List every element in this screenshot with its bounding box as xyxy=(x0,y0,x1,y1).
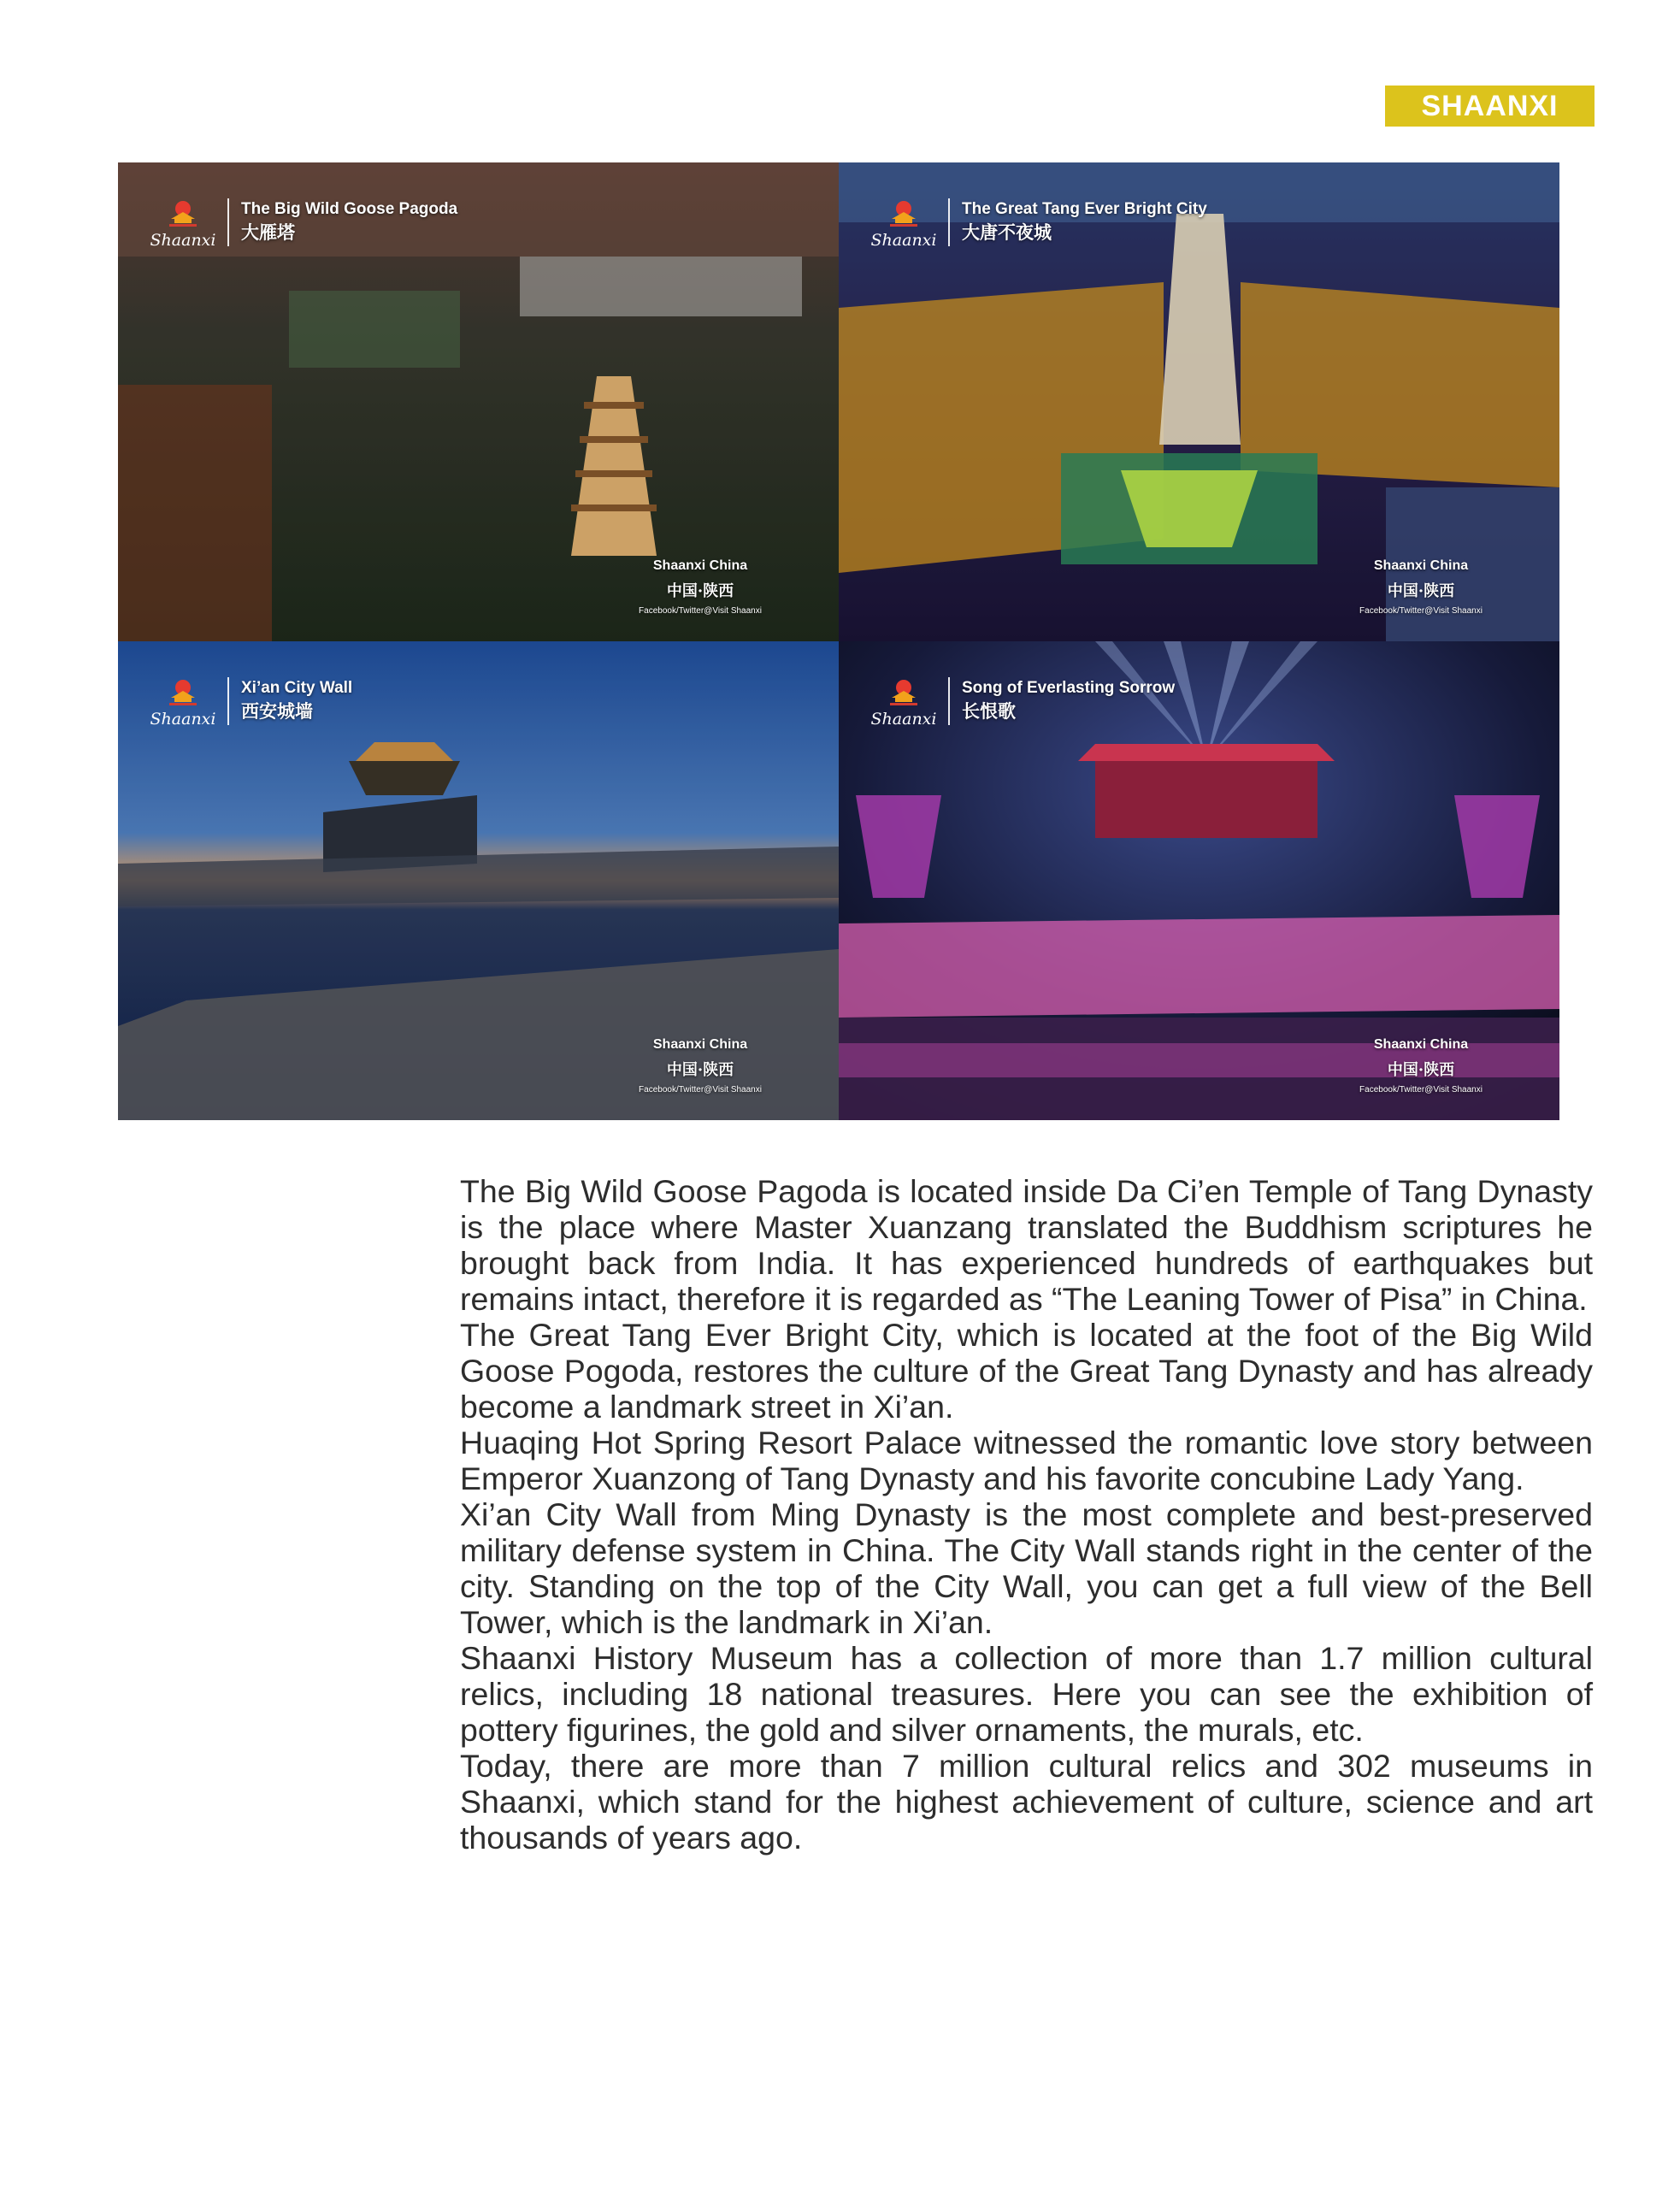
brand-watermark xyxy=(1335,1037,1506,1094)
logo-text: Shaanxi xyxy=(870,231,937,250)
caption-english: The Big Wild Goose Pagoda xyxy=(241,200,458,218)
brand-chinese: 中国·陕西 xyxy=(666,1061,734,1079)
pagoda-logo-icon xyxy=(164,676,202,708)
photo-great-tang-ever-bright-city xyxy=(839,162,1559,641)
paragraph-great-tang-city: The Great Tang Ever Bright City, which is located at the foot of the Big Wild Goose Pogoda, restores the culture of the Great Tang Dynasty and has already become a landmark street in Xi’an. xyxy=(460,1317,1593,1425)
logo-text: Shaanxi xyxy=(150,710,216,729)
caption-chinese: 大雁塔 xyxy=(241,223,295,243)
photo-caption xyxy=(227,198,457,246)
brand-chinese: 中国·陕西 xyxy=(1387,582,1455,600)
photo-big-wild-goose-pagoda xyxy=(118,162,839,641)
caption-english: The Great Tang Ever Bright City xyxy=(962,200,1207,218)
brand-watermark xyxy=(1335,558,1506,616)
brand-watermark xyxy=(615,1037,786,1094)
shaanxi-logo xyxy=(147,197,219,265)
caption-english: Song of Everlasting Sorrow xyxy=(962,679,1176,697)
photo-caption xyxy=(948,677,1175,725)
photo-song-of-everlasting-sorrow xyxy=(839,641,1559,1120)
pagoda-logo-icon xyxy=(164,197,202,229)
photo-caption xyxy=(227,677,352,725)
caption-english: Xi’an City Wall xyxy=(241,679,353,697)
brand-name: Shaanxi China xyxy=(1373,1037,1469,1052)
brand-chinese: 中国·陕西 xyxy=(666,582,734,600)
brand-social: Facebook/Twitter@Visit Shaanxi xyxy=(639,606,762,616)
logo-text: Shaanxi xyxy=(870,710,937,729)
caption-chinese: 西安城墙 xyxy=(241,702,313,722)
shaanxi-logo xyxy=(868,676,940,744)
logo-text: Shaanxi xyxy=(150,231,216,250)
brand-watermark xyxy=(615,558,786,616)
paragraph-history-museum: Shaanxi History Museum has a collection of more than 1.7 million cultural relics, including 18 national treasures. Here you can see the exhibition of pottery figurines, the gold and silver ornaments, the murals, etc. xyxy=(460,1640,1593,1748)
brand-name: Shaanxi China xyxy=(652,1037,748,1052)
paragraph-city-wall: Xi’an City Wall from Ming Dynasty is the most complete and best-preserved military defense system in China. The City Wall stands right in the center of the city. Standing on the top of the City Wall, you can get a full view of the Bell Tower, which is the landmark in Xi’an. xyxy=(460,1496,1593,1640)
brand-name: Shaanxi China xyxy=(1373,558,1469,573)
brand-social: Facebook/Twitter@Visit Shaanxi xyxy=(639,1085,762,1094)
photo-xian-city-wall xyxy=(118,641,839,1120)
shaanxi-logo xyxy=(147,676,219,744)
brand-name: Shaanxi China xyxy=(652,558,748,573)
paragraph-big-wild-goose-pagoda: The Big Wild Goose Pagoda is located inside Da Ci’en Temple of Tang Dynasty is the place where Master Xuanzang translated the Buddhism scriptures he brought back from India. It has experienced hundreds of earthquakes but remains intact, therefore it is regarded as “The Leaning Tower of Pisa” in China. xyxy=(460,1173,1593,1317)
brand-social: Facebook/Twitter@Visit Shaanxi xyxy=(1359,1085,1483,1094)
photo-grid xyxy=(118,162,1559,1120)
article-body xyxy=(460,1173,1593,1856)
photo-caption xyxy=(948,198,1207,246)
section-tag: SHAANXI xyxy=(1385,86,1595,127)
caption-chinese: 大唐不夜城 xyxy=(962,223,1052,243)
paragraph-cultural-relics: Today, there are more than 7 million cultural relics and 302 museums in Shaanxi, which stand for the highest achievement of culture, science and art thousands of years ago. xyxy=(460,1748,1593,1856)
pagoda-logo-icon xyxy=(885,676,923,708)
shaanxi-logo xyxy=(868,197,940,265)
paragraph-huaqing-palace: Huaqing Hot Spring Resort Palace witnessed the romantic love story between Emperor Xuanzong of Tang Dynasty and his favorite concubine Lady Yang. xyxy=(460,1425,1593,1496)
brand-social: Facebook/Twitter@Visit Shaanxi xyxy=(1359,606,1483,616)
pagoda-logo-icon xyxy=(885,197,923,229)
brand-chinese: 中国·陕西 xyxy=(1387,1061,1455,1079)
caption-chinese: 长恨歌 xyxy=(962,702,1016,722)
